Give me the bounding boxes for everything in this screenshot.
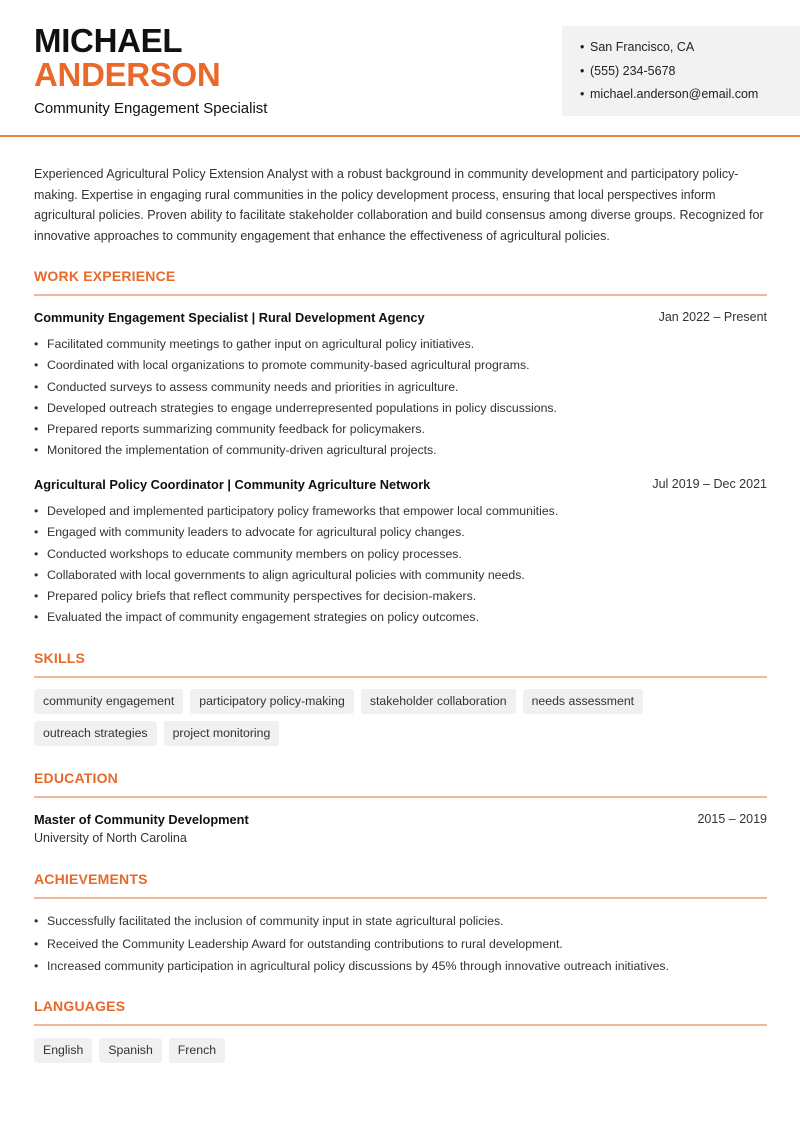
language-tags (34, 1038, 774, 1070)
list-item: • Conducted surveys to assess community needs and priorities in agriculture. (34, 379, 767, 400)
section-title-education: EDUCATION (34, 770, 118, 786)
skill-tag: needs assessment (523, 689, 644, 714)
skill-tag: participatory policy-making (190, 689, 354, 714)
list-item: • Developed and implemented participatory policy frameworks that empower local communities. (34, 503, 767, 524)
candidate-name (34, 24, 220, 92)
section-title-achievements: ACHIEVEMENTS (34, 871, 148, 887)
language-tag: French (169, 1038, 225, 1063)
language-tag: Spanish (99, 1038, 161, 1063)
list-item: • Coordinated with local organizations to promote community-based agricultural programs. (34, 357, 767, 378)
job-dates: Jan 2022 – Present (658, 310, 767, 324)
section-title-languages: LANGUAGES (34, 998, 126, 1014)
last-name: ANDERSON (34, 56, 221, 93)
degree: Master of Community Development (34, 812, 249, 827)
list-item: • Collaborated with local governments to align agricultural policies with community needs. (34, 567, 767, 588)
list-item: • Prepared policy briefs that reflect community perspectives for decision-makers. (34, 588, 767, 609)
list-item: • Facilitated community meetings to gather input on agricultural policy initiatives. (34, 336, 767, 357)
contact-phone: • (555) 234-5678 (580, 64, 800, 88)
skills-tags (34, 689, 774, 753)
education-header (34, 812, 767, 827)
section-divider (34, 1024, 767, 1026)
list-item: • Developed outreach strategies to engage underrepresented populations in policy discussions. (34, 400, 767, 421)
contact-box (562, 26, 800, 116)
list-item: • Increased community participation in agricultural policy discussions by 45% through innovative outreach initiatives. (34, 958, 767, 981)
achievement-bullets (34, 913, 767, 981)
list-item: • Conducted workshops to educate community members on policy processes. (34, 546, 767, 567)
section-divider (34, 796, 767, 798)
contact-location: • San Francisco, CA (580, 40, 800, 64)
list-item: • Received the Community Leadership Award for outstanding contributions to rural development. (34, 936, 767, 959)
language-tag: English (34, 1038, 92, 1063)
list-item: • Successfully facilitated the inclusion of community input in state agricultural policies. (34, 913, 767, 936)
job-role: Agricultural Policy Coordinator | Community Agriculture Network (34, 477, 431, 492)
section-divider (34, 897, 767, 899)
list-item: • Engaged with community leaders to advocate for agricultural policy changes. (34, 524, 767, 545)
list-item: • Monitored the implementation of community-driven agricultural projects. (34, 442, 767, 463)
contact-email: • michael.anderson@email.com (580, 87, 800, 111)
resume-header (0, 0, 800, 137)
job-dates: Jul 2019 – Dec 2021 (652, 477, 767, 491)
list-item: • Evaluated the impact of community engagement strategies on policy outcomes. (34, 609, 767, 630)
school-name: University of North Carolina (34, 831, 187, 845)
list-item: • Prepared reports summarizing community feedback for policymakers. (34, 421, 767, 442)
job-title: Community Engagement Specialist (34, 100, 268, 117)
first-name: MICHAEL (34, 22, 183, 59)
section-divider (34, 676, 767, 678)
skill-tag: project monitoring (164, 721, 280, 746)
section-divider (34, 294, 767, 296)
summary-paragraph: Experienced Agricultural Policy Extension Analyst with a robust background in community development and participatory policy-making. Expertise in engaging rural communities in the policy development process, ensuring that local perspectives inform agricultural policies. Proven ability to facilitate stakeholder collaboration and build consensus among diverse groups. Recognized for innovative approaches to community engagement that enhance the effectiveness of agricultural policies. (34, 167, 764, 243)
section-title-skills: SKILLS (34, 650, 85, 666)
job-header (34, 477, 767, 492)
job-bullets (34, 336, 767, 464)
job-role: Community Engagement Specialist | Rural Development Agency (34, 310, 425, 325)
skill-tag: outreach strategies (34, 721, 157, 746)
job-bullets (34, 503, 767, 631)
section-title-work: WORK EXPERIENCE (34, 268, 176, 284)
skill-tag: community engagement (34, 689, 183, 714)
skill-tag: stakeholder collaboration (361, 689, 516, 714)
job-header (34, 310, 767, 325)
education-dates: 2015 – 2019 (697, 812, 767, 826)
